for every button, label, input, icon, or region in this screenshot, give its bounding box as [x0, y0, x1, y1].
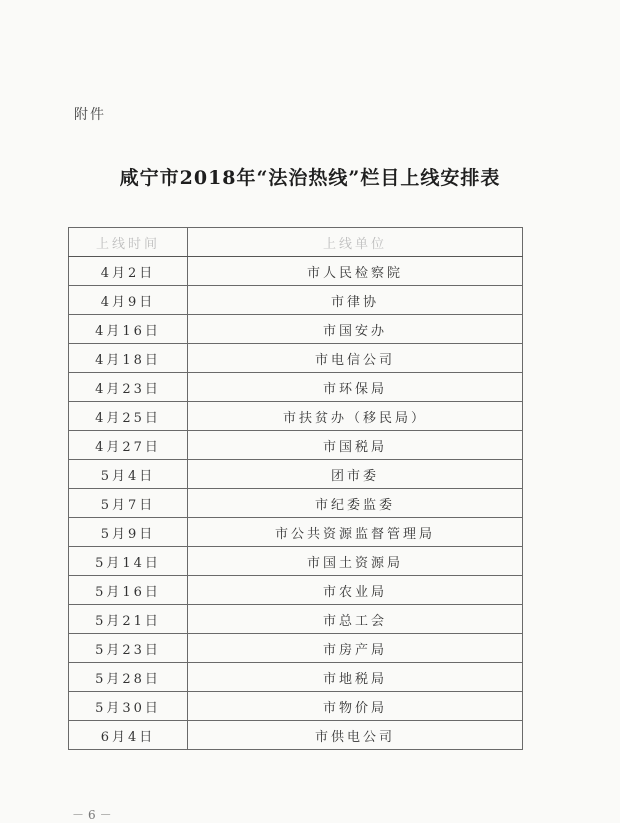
- table-header-row: [69, 228, 523, 257]
- row-unit: 市地税局: [188, 663, 523, 692]
- row-date: 4月25日: [69, 402, 188, 431]
- row-date: 6月4日: [69, 721, 188, 750]
- table-row: [69, 402, 523, 431]
- row-date: 4月27日: [69, 431, 188, 460]
- row-date: 5月23日: [69, 634, 188, 663]
- table-row: [69, 634, 523, 663]
- row-unit: 市总工会: [188, 605, 523, 634]
- page-title: 咸宁市2018年“法治热线”栏目上线安排表: [119, 167, 501, 189]
- table-row: [69, 257, 523, 286]
- header-date: 上线时间: [69, 228, 188, 257]
- table-row: [69, 547, 523, 576]
- row-unit: 市公共资源监督管理局: [188, 518, 523, 547]
- row-unit: 团市委: [188, 460, 523, 489]
- row-date: 4月16日: [69, 315, 188, 344]
- table-row: [69, 431, 523, 460]
- table-row: [69, 315, 523, 344]
- table-row: [69, 605, 523, 634]
- table-row: [69, 373, 523, 402]
- row-unit: 市电信公司: [188, 344, 523, 373]
- table-row: [69, 721, 523, 750]
- table-row: [69, 460, 523, 489]
- row-unit: 市房产局: [188, 634, 523, 663]
- table-row: [69, 518, 523, 547]
- row-date: 5月28日: [69, 663, 188, 692]
- row-date: 4月9日: [69, 286, 188, 315]
- page-number: －6－: [72, 808, 116, 822]
- row-date: 4月23日: [69, 373, 188, 402]
- row-unit: 市国土资源局: [188, 547, 523, 576]
- table-row: [69, 663, 523, 692]
- row-unit: 市律协: [188, 286, 523, 315]
- row-unit: 市物价局: [188, 692, 523, 721]
- row-unit: 市纪委监委: [188, 489, 523, 518]
- row-unit: 市扶贫办（移民局）: [188, 402, 523, 431]
- row-date: 5月30日: [69, 692, 188, 721]
- row-unit: 市农业局: [188, 576, 523, 605]
- table-row: [69, 489, 523, 518]
- row-date: 5月16日: [69, 576, 188, 605]
- table-row: [69, 286, 523, 315]
- row-date: 5月14日: [69, 547, 188, 576]
- row-unit: 市人民检察院: [188, 257, 523, 286]
- row-date: 5月7日: [69, 489, 188, 518]
- row-unit: 市环保局: [188, 373, 523, 402]
- row-date: 5月9日: [69, 518, 188, 547]
- table-row: [69, 692, 523, 721]
- row-unit: 市国安办: [188, 315, 523, 344]
- row-date: 5月4日: [69, 460, 188, 489]
- table-row: [69, 576, 523, 605]
- attachment-label: 附件: [74, 107, 106, 123]
- row-unit: 市供电公司: [188, 721, 523, 750]
- row-date: 5月21日: [69, 605, 188, 634]
- schedule-table: [68, 227, 523, 750]
- row-unit: 市国税局: [188, 431, 523, 460]
- table-row: [69, 344, 523, 373]
- header-unit: 上线单位: [188, 228, 523, 257]
- row-date: 4月18日: [69, 344, 188, 373]
- row-date: 4月2日: [69, 257, 188, 286]
